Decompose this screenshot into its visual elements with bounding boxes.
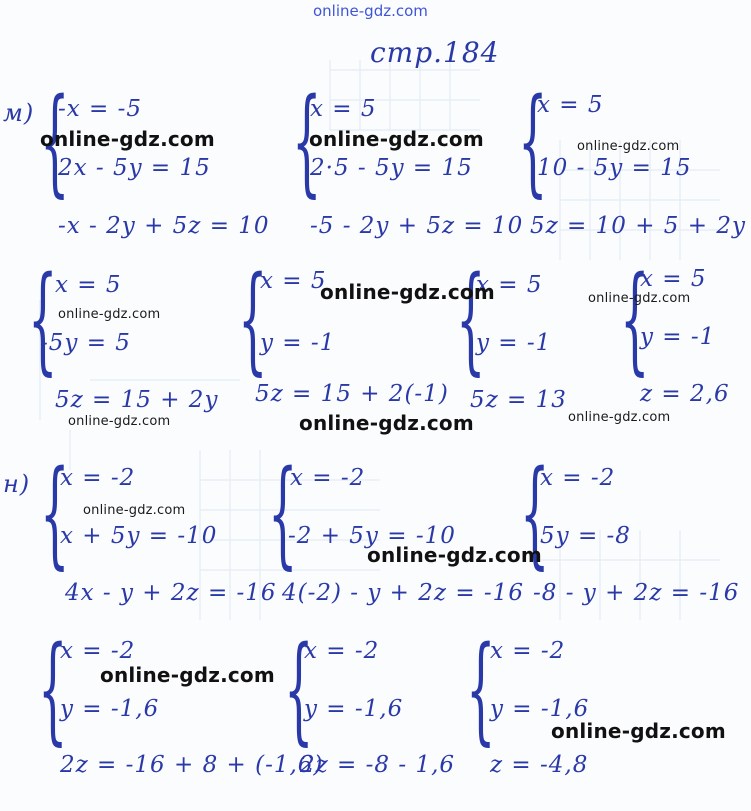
system-brace: { xyxy=(28,252,58,387)
watermark: online-gdz.com xyxy=(83,503,186,518)
equation: x = 5 xyxy=(640,266,707,292)
equation: x = -2 xyxy=(490,638,566,664)
equation: x = 5 xyxy=(55,272,122,298)
equation: -x - 2y + 5z = 10 xyxy=(58,213,270,239)
equation: 2·5 - 5y = 15 xyxy=(310,155,473,181)
equation: 5z = 15 + 2y xyxy=(55,387,219,413)
equation: -2 + 5y = -10 xyxy=(288,523,456,549)
equation: 2z = -16 + 8 + (-1,6) xyxy=(60,752,324,778)
equation: y = -1 xyxy=(476,330,552,356)
watermark: online-gdz.com xyxy=(40,127,215,151)
watermark: online-gdz.com xyxy=(68,414,171,429)
part-m-label: м) xyxy=(3,99,35,127)
equation: x = 5 xyxy=(537,92,604,118)
system-brace: { xyxy=(40,74,70,209)
equation: x = -2 xyxy=(304,638,380,664)
equation: y = -1 xyxy=(640,324,716,350)
equation: x = -2 xyxy=(540,465,616,491)
system-brace: { xyxy=(620,252,650,387)
equation: 5z = 10 + 5 + 2y xyxy=(530,213,746,239)
equation: y = -1,6 xyxy=(304,696,404,722)
equation: y = -1 xyxy=(260,330,336,356)
equation: -5y = 5 xyxy=(40,330,131,356)
equation: x = 5 xyxy=(260,268,327,294)
equation: 5y = -8 xyxy=(540,523,631,549)
equation: 2x - 5y = 15 xyxy=(58,155,211,181)
watermark: online-gdz.com xyxy=(299,411,474,435)
watermark: online-gdz.com xyxy=(309,127,484,151)
equation: x = 5 xyxy=(476,272,543,298)
watermark: online-gdz.com xyxy=(568,410,671,425)
equation: 10 - 5y = 15 xyxy=(537,155,692,181)
equation: 5z = 15 + 2(-1) xyxy=(255,381,449,407)
equation: y = -1,6 xyxy=(490,696,590,722)
system-brace: { xyxy=(466,622,496,757)
page-number-label: стр.184 xyxy=(370,36,500,69)
equation: 4(-2) - y + 2z = -16 xyxy=(282,580,524,606)
system-brace: { xyxy=(38,622,68,757)
system-brace: { xyxy=(292,74,322,209)
equation: x = 5 xyxy=(310,96,377,122)
part-n-label: н) xyxy=(3,470,31,498)
watermark: online-gdz.com xyxy=(588,291,691,306)
watermark: online-gdz.com xyxy=(100,663,275,687)
watermark: online-gdz.com xyxy=(320,280,495,304)
system-brace: { xyxy=(40,446,70,581)
equation: y = -1,6 xyxy=(60,696,160,722)
equation: z = 2,6 xyxy=(640,381,730,407)
watermark: online-gdz.com xyxy=(367,543,542,567)
equation: x = -2 xyxy=(60,465,136,491)
equation: x = -2 xyxy=(290,465,366,491)
equation: 2z = -8 - 1,6 xyxy=(300,752,456,778)
equation: -8 - y + 2z = -16 xyxy=(533,580,740,606)
equation: x = -2 xyxy=(60,638,136,664)
equation: -x = -5 xyxy=(58,96,143,122)
equation: -5 - 2y + 5z = 10 xyxy=(310,213,524,239)
system-brace: { xyxy=(268,446,298,581)
site-watermark-top: online-gdz.com xyxy=(313,2,428,20)
system-brace: { xyxy=(518,74,548,209)
system-brace: { xyxy=(238,252,268,387)
equation: 4x - y + 2z = -16 xyxy=(65,580,277,606)
equation: 5z = 13 xyxy=(470,387,567,413)
system-brace: { xyxy=(520,446,550,581)
system-brace: { xyxy=(284,622,314,757)
watermark: online-gdz.com xyxy=(551,719,726,743)
equation: x + 5y = -10 xyxy=(60,523,218,549)
system-brace: { xyxy=(456,252,486,387)
watermark: online-gdz.com xyxy=(577,139,680,154)
watermark: online-gdz.com xyxy=(58,307,161,322)
equation: z = -4,8 xyxy=(490,752,589,778)
